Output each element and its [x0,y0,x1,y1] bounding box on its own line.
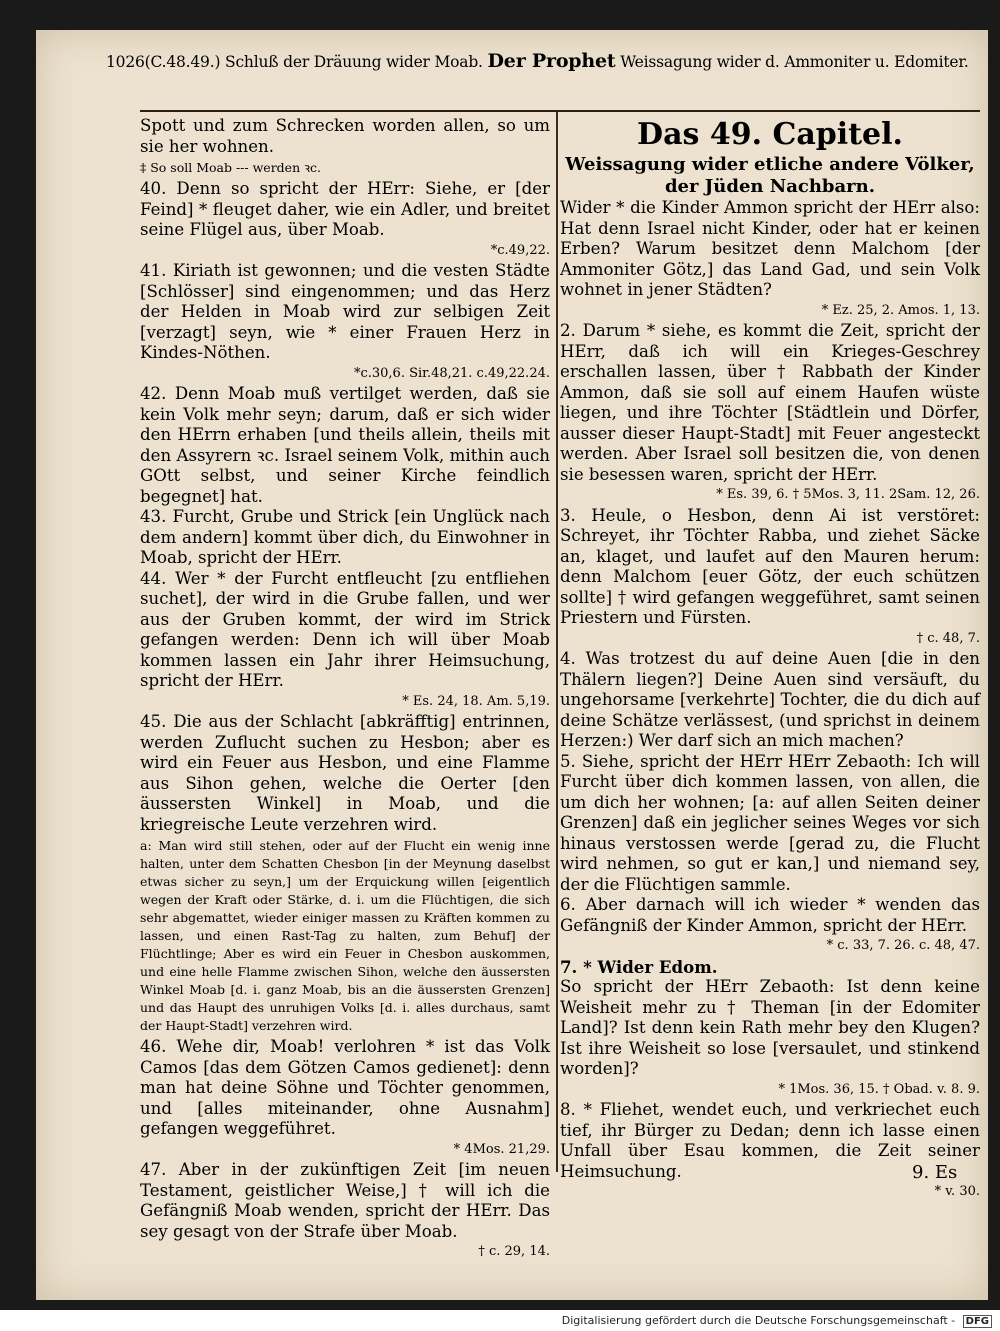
verse-paragraph: 8. * Fliehet, wendet euch, und verkriechet euch tief, ihr Bürger zu Dedan; denn ich lasse einen Unfall über Esau kommen, die Zeit seiner Heimsuchung. [560,1100,980,1181]
header-right-topic: Weissagung wider d. Ammoniter u. Edomiter. [620,53,969,71]
verse-paragraph: 41. Kiriath ist gewonnen; und die vesten Städte [Schlösser] sind eingenommen; und das Herz der Helden in Moab wird zur selbigen Zeit [verzagt] seyn, wie * einer Frauen Herz in Kindes-Nöthen. [140,261,550,362]
cross-reference: *c.30,6. Sir.48,21. c.49,22.24. [353,365,550,381]
right-column [560,116,980,1203]
commentary-note: a: Man wird still stehen, oder auf der Flucht ein wenig inne halten, unter dem Schatten Chesbon [in der Meynung daselbst etwas sicher zu seyn,] um der Erquickung willen [eigentlich wegen der Kraft oder Stärke, d. i. um die Flüchtigen, die sich sehr abgemattet, wieder einiger massen zu Kräften kommen zu lassen, und einen Rast-Tag zu halten, zum Behuf] der Flüchtlinge; Aber es wird ein Feuer in Chesbon auskommen, und eine helle Flamme zwischen Sihon, welche den äussersten Winkel Moab [d. i. ganz Moab, bis an die äussersten Grenzen] und das Haupt des unruhigen Volks [d. i. alles durchaus, samt der Haupt-Stadt] verzehren wird. [140,838,550,1033]
chapter-subtitle: Weissagung wider etliche andere Völker, der Jüden Nachbarn. [565,154,975,197]
chapter-title: Das 49. Capitel. [637,117,903,152]
dfg-logo: DFG [963,1315,992,1328]
cross-reference: * Ez. 25, 2. Amos. 1, 13. [821,302,980,318]
cross-reference: † c. 29, 14. [478,1244,550,1259]
verse-paragraph: 40. Denn so spricht der HErr: Siehe, er [der Feind] * fleuget daher, wie ein Adler, und breitet seine Flügel aus, über Moab. [140,179,550,239]
verse-paragraph: 4. Was trotzest du auf deine Auen [die in den Thälern liegen?] Deine Auen sind versäuft, du ungehorsame [verkehrte] Tochter, die du dich auf deine Schätze verlässest, (und sprichst in deinem Herzen:) Wer darf sich an mich machen? [560,649,980,750]
cross-reference: *c.49,22. [490,242,550,258]
verse-paragraph: 45. Die aus der Schlacht [abkräfftig] entrinnen, werden Zuflucht suchen zu Hesbon; aber es wird ein Feuer aus Hesbon, und eine Flamme aus Sihon gehen, welche die Oerter [den äussersten Winkel] in Moab, und die kriegreische Leute verzehren wird. [140,712,550,834]
verse-paragraph: 43. Furcht, Grube und Strick [ein Unglück nach dem andern] kommt über dich, du Einwohner in Moab, spricht der HErr. [140,507,550,567]
verse-paragraph: So spricht der HErr Zebaoth: Ist denn keine Weisheit mehr zu † Theman [in der Edomiter Land]? Ist denn kein Rath mehr bey den Klugen? Ist ihre Weisheit so lose [versaulet, und stinkend worden]? [560,977,980,1078]
cross-reference: * Es. 24, 18. Am. 5,19. [402,693,550,709]
verse-paragraph: 47. Aber in der zukünftigen Zeit [im neuen Testament, geistlicher Weise,] † will ich die Gefängniß Moab wenden, spricht der HErr. Das sey gesagt von der Strafe über Moab. [140,1160,550,1241]
footer-text: Digitalisierung gefördert durch die Deutsche Forschungsgemeinschaft - [561,1314,956,1327]
left-column [140,116,550,1263]
cross-reference: * 1Mos. 36, 15. † Obad. v. 8. 9. [778,1081,980,1097]
verse-paragraph: 2. Darum * siehe, es kommt die Zeit, spricht der HErr, daß ich will ein Krieges-Geschrey erschallen lassen, über † Rabbath der Kinder Ammon, daß sie soll auf einem Haufen wüste liegen, und ihre Töchter [Städtlein und Dörfer, ausser dieser Haupt-Stadt] mit Feuer angesteckt werden. Aber Israel soll besitzen die, von denen sie besessen waren, spricht der HErr. [560,321,980,484]
cross-reference: * c. 33, 7. 26. c. 48, 47. [826,938,980,953]
verse-paragraph: 44. Wer * der Furcht entfleucht [zu entfliehen suchet], der wird in die Grube fallen, und wer aus der Gruben kommt, der wird im Strick gefangen werden: Denn ich will über Moab kommen lassen ein Jahr ihrer Heimsuchung, spricht der HErr. [140,568,550,690]
cross-reference: † c. 48, 7. [916,630,980,646]
header-rule [140,110,980,112]
header-center-title: Der Prophet [487,50,616,72]
cross-reference: * 4Mos. 21,29. [453,1141,550,1157]
catchword: 9. Es [912,1162,958,1183]
verse-paragraph: Wider * die Kinder Ammon spricht der HErr also: Hat denn Israel nicht Kinder, oder hat er keinen Erben? Warum besitzet denn Malchom [der Ammoniter Götz,] das Land Gad, und sein Volk wohnet in jener Städten? [560,198,980,299]
page-number: 1026 [106,53,145,71]
verse-paragraph: 46. Wehe dir, Moab! verlohren * ist das Volk Camos [das dem Götzen Camos gedienet]: denn man hat deine Söhne und Töchter genommen, und [alles miteinander, ohne Ausnahm] gefangen weggeführet. [140,1037,550,1138]
verse-paragraph: 42. Denn Moab muß vertilget werden, daß sie kein Volk mehr seyn; darum, daß er sich wider den HErrn erhaben [und theils allein, theils mit den Assyrern ꝛc. Israel seinem Volk, mithin auch GOtt selbst, und seiner Kirche feindlich begegnet] hat. [140,384,550,506]
header-left-topic: Schluß der Dräuung wider Moab. [225,53,483,71]
cross-reference: * Es. 39, 6. † 5Mos. 3, 11. 2Sam. 12, 26. [716,487,980,502]
verse-paragraph: 5. Siehe, spricht der HErr HErr Zebaoth: Ich will Furcht über dich kommen lassen, von allen, die um dich her wohnen; [a: auf allen Seiten deiner Grenzen] daß ein jeglicher seines Weges vor sich hinaus verstossen werde [gerad zu, die Flucht wird nehmen, so gut er kan,] und niemand sey, der die Flüchtigen sammle. [560,751,980,894]
verse-paragraph: Spott und zum Schrecken worden allen, so um sie her wohnen. [140,116,550,156]
commentary-note: ‡ So soll Moab --- werden ꝛc. [140,160,321,175]
right-column-body [560,198,980,1203]
verse-paragraph: 6. Aber darnach will ich wieder * wenden das Gefängniß der Kinder Ammon, spricht der HErr. [560,895,980,935]
column-divider [556,112,558,1172]
chapter-reference: (C.48.49.) [144,53,221,71]
digitization-footer [562,1314,992,1328]
cross-reference: * v. 30. [934,1184,980,1199]
running-header [106,50,986,72]
section-subheading: 7. * Wider Edom. [560,956,718,977]
verse-paragraph: 3. Heule, o Hesbon, denn Ai ist verstöret: Schreyet, ihr Töchter Rabba, und ziehet Säcke an, klaget, und laufet auf den Mauren herum: denn Malchom [euer Götz, der euch schützen sollte] † wird gefangen weggeführet, samt seinen Priestern und Fürsten. [560,505,980,627]
